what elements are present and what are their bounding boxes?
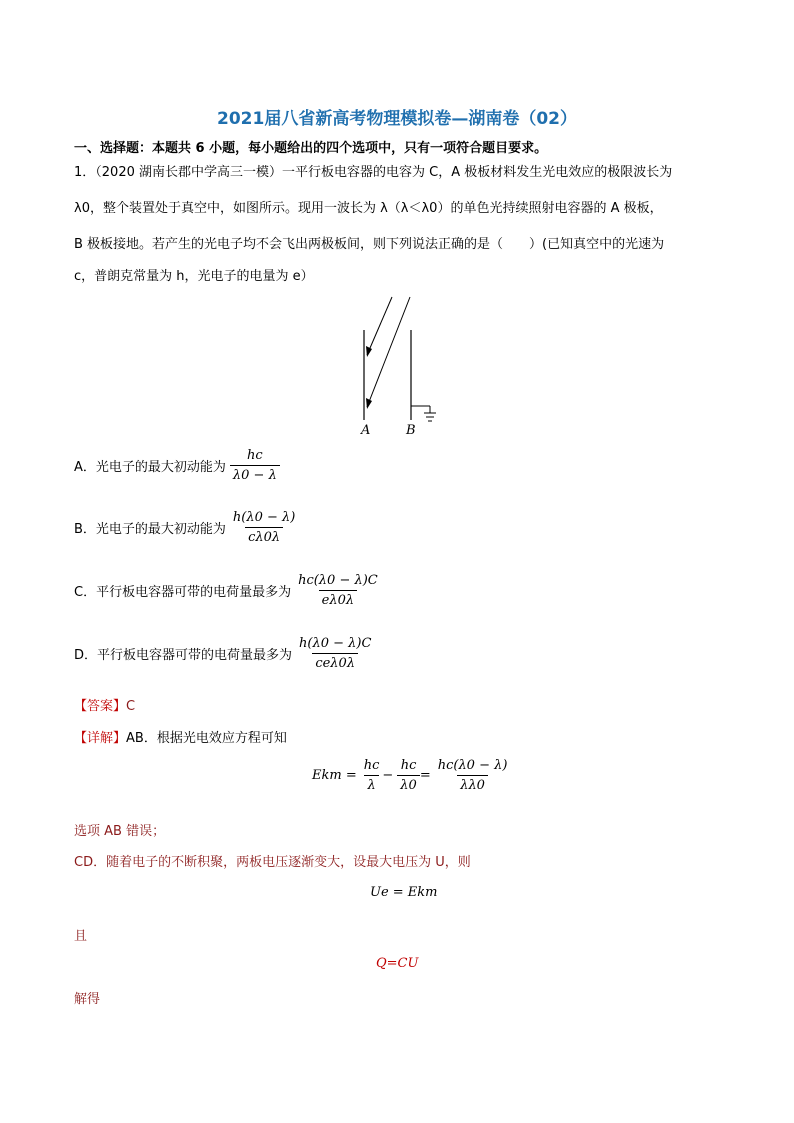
cd-text: CD．随着电子的不断积聚，两板电压逐渐变大，设最大电压为 U，则 — [74, 855, 471, 870]
ab-wrong-text: 选项 AB 错误； — [74, 824, 166, 839]
label-b: B — [406, 423, 416, 438]
eq1-frac-2-den: λ0 — [397, 775, 420, 793]
detail-text: AB．根据光电效应方程可知 — [126, 731, 287, 746]
question-line-1: 1．（2020 湖南长郡中学高三一模）一平行板电容器的电容为 C，A 极板材料发生光电效应的极限波长为 — [74, 165, 673, 180]
option-a — [74, 448, 280, 483]
equation-ekm — [312, 758, 510, 793]
option-d-denominator: ceλ0λ — [312, 653, 358, 671]
option-c-fraction — [295, 573, 381, 608]
eq1-frac-2 — [397, 758, 420, 793]
option-c-label: C．平行板电容器可带的电荷量最多为 — [74, 585, 292, 600]
option-c-numerator: hc(λ0 − λ)C — [298, 573, 378, 588]
detail-tag: 【详解】 — [74, 731, 127, 746]
and-text: 且 — [74, 929, 88, 944]
eq1-frac-1-num: hc — [363, 758, 380, 773]
eq1-frac-3-num: hc(λ0 − λ) — [437, 758, 508, 773]
question-line-3: B 极板接地。若产生的光电子均不会飞出两极板间，则下列说法正确的是（ ）(已知真空中的光速为 — [74, 237, 665, 252]
option-d-numerator: h(λ0 − λ)C — [299, 636, 372, 651]
option-c — [74, 573, 381, 608]
solve-text: 解得 — [74, 992, 101, 1007]
answer-tag: 【答案】 — [74, 699, 127, 714]
eq1-frac-1 — [361, 758, 383, 793]
option-b-label: B．光电子的最大初动能为 — [74, 522, 226, 537]
eq1-equals: = — [419, 768, 431, 783]
option-b-fraction — [230, 510, 298, 545]
arrowhead-2 — [366, 398, 372, 409]
answer-line — [74, 695, 135, 714]
eq1-lhs: Ekm = — [312, 768, 357, 783]
option-b-denominator: cλ0λ — [245, 527, 283, 545]
eq1-frac-1-den: λ — [364, 775, 378, 793]
option-b-numerator: h(λ0 − λ) — [232, 510, 296, 525]
eq1-frac-3 — [435, 758, 511, 793]
equation-q: Q=CU — [376, 956, 419, 971]
equation-ue: Ue = Ekm — [370, 885, 438, 900]
light-ray-2 — [367, 297, 410, 407]
section-heading: 一、选择题：本题共 6 小题，每小题给出的四个选项中，只有一项符合题目要求。 — [74, 141, 548, 156]
arrowhead-1 — [366, 346, 372, 357]
option-a-label: A．光电子的最大初动能为 — [74, 460, 226, 475]
answer-value: C — [126, 699, 136, 714]
option-a-numerator: hc — [247, 448, 263, 463]
eq1-minus: − — [382, 768, 394, 783]
detail-line — [74, 727, 287, 746]
option-a-denominator: λ0 − λ — [230, 465, 280, 483]
option-b — [74, 510, 298, 545]
option-d — [74, 636, 374, 671]
option-d-fraction — [296, 636, 374, 671]
capacitor-figure — [350, 295, 450, 440]
question-line-4: c，普朗克常量为 h，光电子的电量为 e） — [74, 269, 314, 284]
page-title: 2021届八省新高考物理模拟卷—湖南卷（02） — [217, 109, 577, 129]
option-a-fraction — [230, 448, 280, 483]
eq1-frac-2-num: hc — [400, 758, 417, 773]
light-ray-1 — [367, 297, 392, 355]
question-line-2: λ0，整个装置处于真空中，如图所示。现用一波长为 λ（λ＜λ0）的单色光持续照射电容器的 A 极板， — [74, 201, 663, 216]
option-d-label: D．平行板电容器可带的电荷量最多为 — [74, 648, 293, 663]
option-c-denominator: eλ0λ — [319, 590, 357, 608]
eq1-frac-3-den: λλ0 — [457, 775, 488, 793]
label-a: A — [361, 423, 371, 438]
